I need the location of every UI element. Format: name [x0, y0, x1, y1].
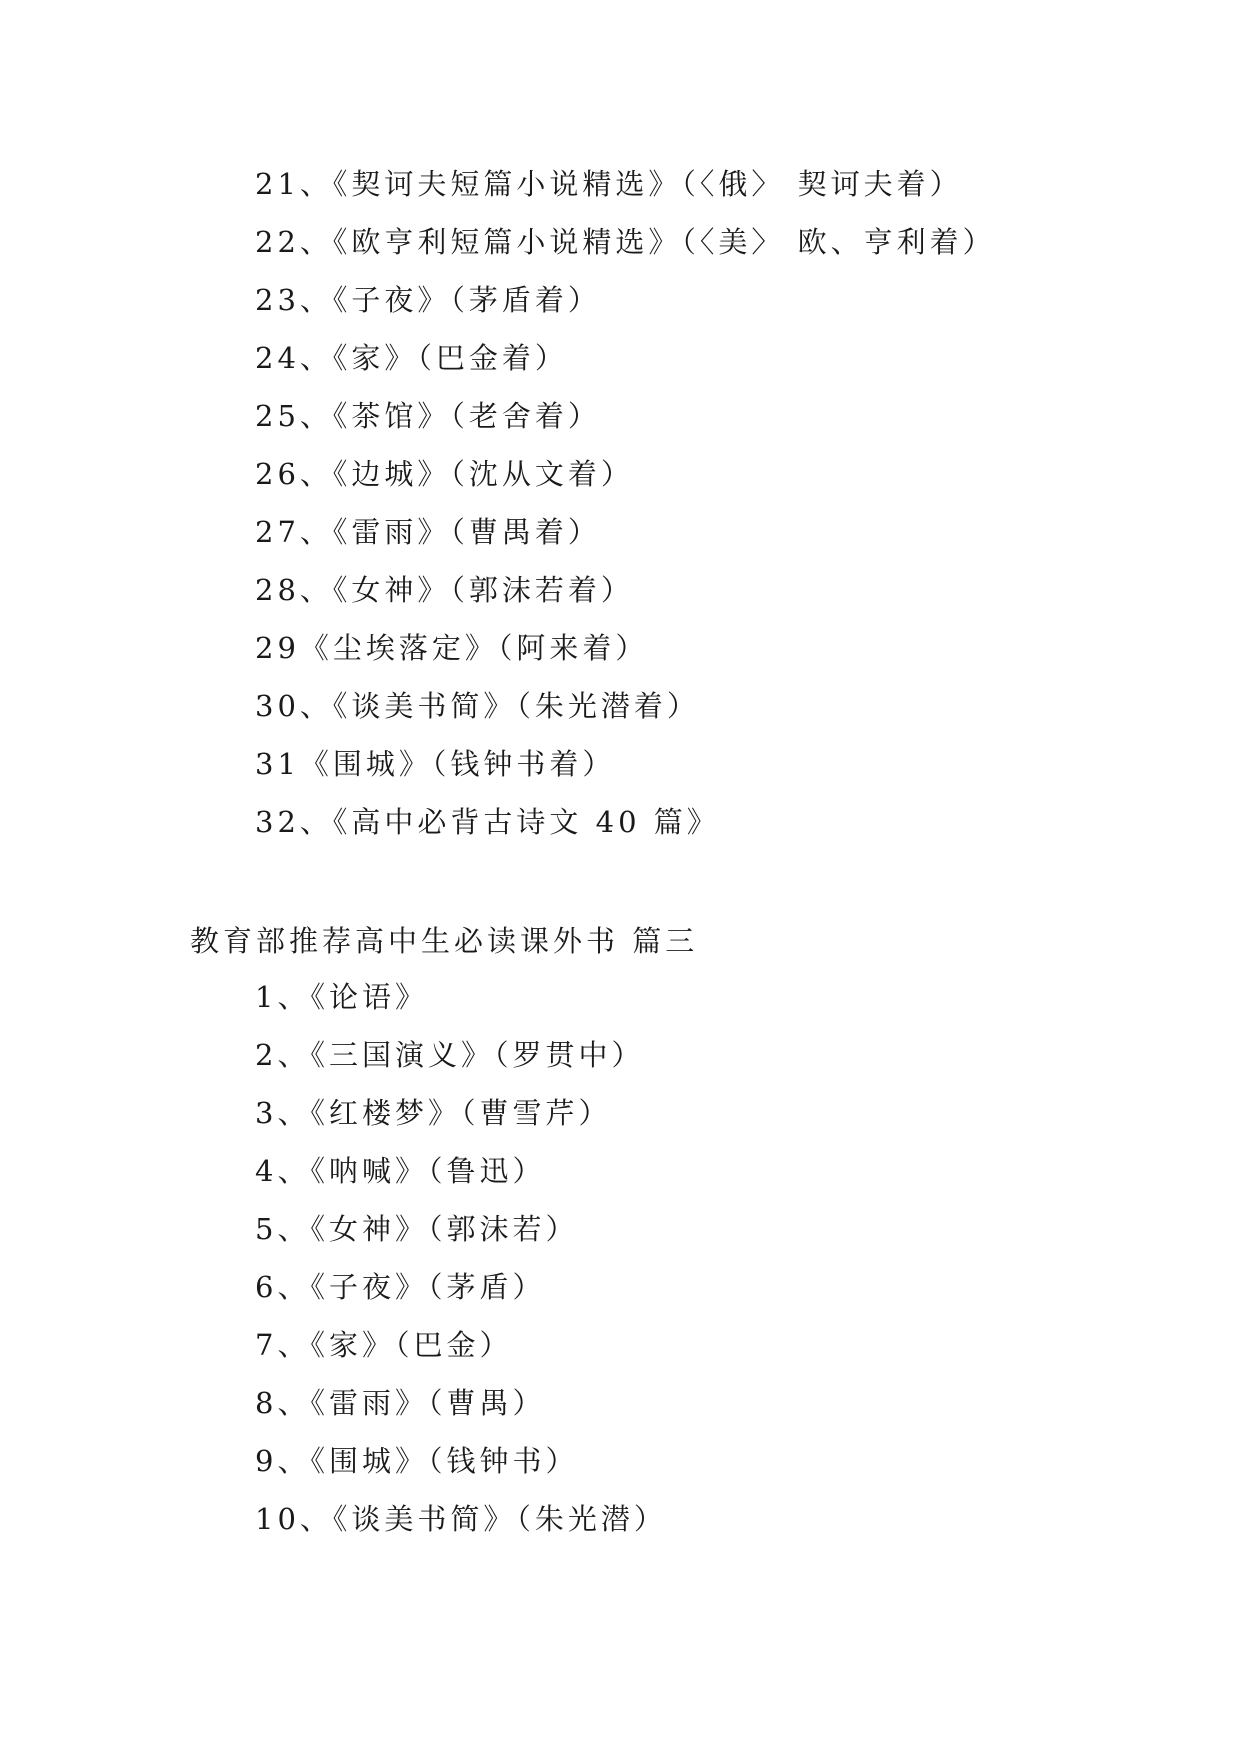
list-item: 3、《红楼梦》（曹雪芹）: [255, 1096, 612, 1130]
list-item: 4、《呐喊》（鲁迅）: [255, 1154, 546, 1188]
list-item: 26、《边城》（沈从文着）: [255, 457, 634, 491]
book-list-continued: [255, 155, 996, 851]
list-item: 7、《家》（巴金）: [255, 1328, 513, 1362]
list-item: 6、《子夜》（茅盾）: [255, 1270, 546, 1304]
list-item: 28、《女神》（郭沫若着）: [255, 573, 634, 607]
list-item: 1、《论语》: [255, 980, 428, 1014]
list-item: 23、《子夜》（茅盾着）: [255, 283, 601, 317]
list-item: 5、《女神》（郭沫若）: [255, 1212, 579, 1246]
list-item: 25、《茶馆》（老舍着）: [255, 399, 601, 433]
list-item: 31《围城》（钱钟书着）: [255, 747, 616, 781]
list-item: 8、《雷雨》（曹禺）: [255, 1386, 546, 1420]
section-heading: 教育部推荐高中生必读课外书 篇三: [190, 924, 699, 958]
list-item: 2、《三国演义》（罗贯中）: [255, 1038, 645, 1072]
list-item: 9、《围城》（钱钟书）: [255, 1444, 579, 1478]
list-item: 29《尘埃落定》（阿来着）: [255, 631, 649, 665]
list-item: 21、《契诃夫短篇小说精选》（〈俄〉 契诃夫着）: [255, 167, 963, 201]
book-list-section-three: [255, 968, 667, 1548]
list-item: 24、《家》（巴金着）: [255, 341, 568, 375]
list-item: 27、《雷雨》（曹禺着）: [255, 515, 601, 549]
list-item: 30、《谈美书简》（朱光潜着）: [255, 689, 700, 723]
list-item: 32、《高中必背古诗文 40 篇》: [255, 805, 720, 839]
list-item: 10、《谈美书简》（朱光潜）: [255, 1502, 667, 1536]
list-item: 22、《欧亨利短篇小说精选》（〈美〉 欧、亨利着）: [255, 225, 996, 259]
